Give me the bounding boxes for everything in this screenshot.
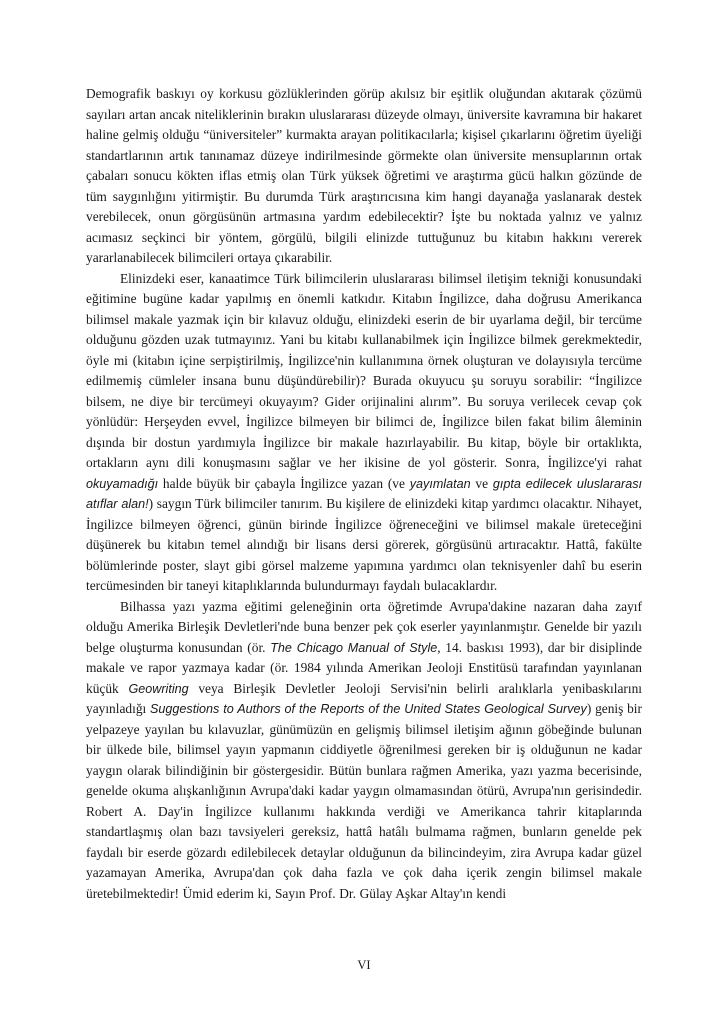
italic-title: gıpta edilecek uluslararası atıflar alan! <box>86 476 642 511</box>
paragraph <box>86 84 642 269</box>
text-run: , 14. baskısı 1993), dar bir disiplinde makale ve rapor yazmaya kadar (ör. 1984 yılında Amerikan Jeoloji Enstitüsü tarafından yayınlanan küçük <box>86 639 642 696</box>
text-run: ) geniş bir yelpazeye yayılan bu kılavuzlar, günümüzün en gelişmiş bilimsel iletişim ağının göbeğinde bulunan bir ülkede bile, bilimsel yayın yapmanın ciddiyetle öğrenilmesi gereken bir iş olduğunun ne kadar yaygın olarak bilindiğinin bir göstergesidir. Bütün bunlara rağmen Amerika, yazı yazma becerisinde, genelde okuma alışkanlığının Avrupa'daki kadar yaygın olmamasından ötürü, Avrupa'nın gerisindedir. Robert A. Day'in İngilizce kullanımı hakkında verdiği ve Amerikanca tahrir kitaplarında standartlaşmış olan bazı tavsiyeleri gereksiz, hattâ hatâlı bulmama rağmen, bunların genelde pek faydalı bir eserde gözardı edilebilecek detaylar olduğunun da bilincindeyim, zira Avrupa kadar güzel yazamayan Amerika, Avrupa'dan çok daha fazla ve çok daha içerik zengin bilimsel makale üretebilmektedir! Ümid ederim ki, Sayın Prof. Dr. Gülay Aşkar Altay'ın kendi <box>86 701 642 901</box>
paragraph <box>86 597 642 905</box>
text-run: Demografik baskıyı oy korkusu gözlüklerinden görüp akılsız bir eşitlik oluğundan akıtarak çözümü sayıları artan ancak niteliklerinin bırakın uluslararası düzeyde olmayı, üniversite kavramına bir hakaret haline gelmiş olduğu “üniversiteler” kurmakta arayan politikacılarla; kişisel çıkarlarını öğretim üyeliği standartlarının artık tanınamaz düzeye indirilmesinde görmekte olan üniversite mensuplarının ortak çabaları sonucu kökten iflas etmiş olan Türk yüksek öğretimi ve araştırma gücü halkın gözünde de tüm saygınlığını yitirmiştir. Bu durumda Türk araştırıcısına kim hangi dayanağa yaslanarak destek verebilecek, onun görgüsünün artmasına yardım edebilecektir? İşte bu noktada yalnız ve yalnız acımasız seçkinci bir yöntem, görgülü, bilgili elinizde tuttuğunuz bu kitabın hakkını vererek yararlanabilecek bilimcileri ortaya çıkarabilir. <box>86 86 642 265</box>
text-run: halde büyük bir çabayla İngilizce yazan (ve <box>158 475 410 491</box>
italic-title: yayımlatan <box>409 476 471 491</box>
text-run: Elinizdeki eser, kanaatimce Türk bilimcilerin uluslararası bilimsel iletişim tekniği konusundaki eğitimine bugüne kadar yapılmış en önemli katkıdır. Kitabın İngilizce, daha doğrusu Amerikanca bilimsel makale yazmak için bir kılavuz olduğu, elinizdeki eserin de bir uyarlama değil, bir tercüme olduğunu gözden uzak tutmayınız. Yani bu kitabı kullanabilmek için İngilizce bilmek gerekmektedir, öyle mi (kitabın içine serpiştirilmiş, İngilizce'nin kullanımına örnek oluşturan ve dolayısıyla tercüme edilmemiş cümleler insana bunu düşündürebilir)? Burada okuyucu şu soruyu sorabilir: “İngilizce bilsem, ne diye bir tercümeyi okuyayım? Gider orijinalini alırım”. Bu soruya verilecek cevap çok yönlüdür: Herşeyden evvel, İngilizce bilmeyen bir bilimci de, İngilizce bilen fakat bilim âleminin dışında bir dostun yardımıyla İngilizce bir makale hazırlayabilir. Bu kitap, böyle bir ortaklıkta, ortakların aynı dili konuşmasını sağlar ve her ikisine de yol gösterir. Sonra, İngilizce'yi rahat <box>86 270 642 470</box>
body-text <box>86 84 642 904</box>
italic-title: Geowriting <box>128 681 189 696</box>
text-run: ) saygın Türk bilimciler tanırım. Bu kişilere de elinizdeki kitap yardımcı olacaktır. Nihayet, İngilizce bilmeyen öğrenci, günün birinde İngilizce öğreneceğini ve bilimsel makale üreteceğini düşünerek bu kitabın temel alındığı bir lisans dersi görerek, görgüsünü artıracaktır. Hattâ, fakülte bölümlerinde poster, slayt gibi görsel malzeme yapımına yardımcı olan teknisyenler dahî bu eserin tercümesinden bir taneyi kitaplıklarında bulundurmayı faydalı bulacaklardır. <box>86 496 643 593</box>
italic-title: The Chicago Manual of Style <box>270 640 438 655</box>
text-run: ve <box>470 475 493 491</box>
page-number: VI <box>357 958 371 972</box>
text-run: veya Birleşik Devletler Jeoloji Servisi'nin belirli aralıklarla yenibaskılarını yayınladığı <box>86 680 643 716</box>
italic-title: okuyamadığı <box>86 476 159 491</box>
text-run: Bilhassa yazı yazma eğitimi geleneğinin orta öğretimde Avrupa'dakine nazaran daha zayıf olduğu Amerika Birleşik Devletleri'nde buna benzer pek çok eserler yayınlanmıştır. Genelde bir yazılı belge oluşturma konusundan (ör. <box>86 598 642 655</box>
italic-title: Suggestions to Authors of the Reports of the United States Geological Survey <box>150 702 587 716</box>
paragraph <box>86 269 642 597</box>
